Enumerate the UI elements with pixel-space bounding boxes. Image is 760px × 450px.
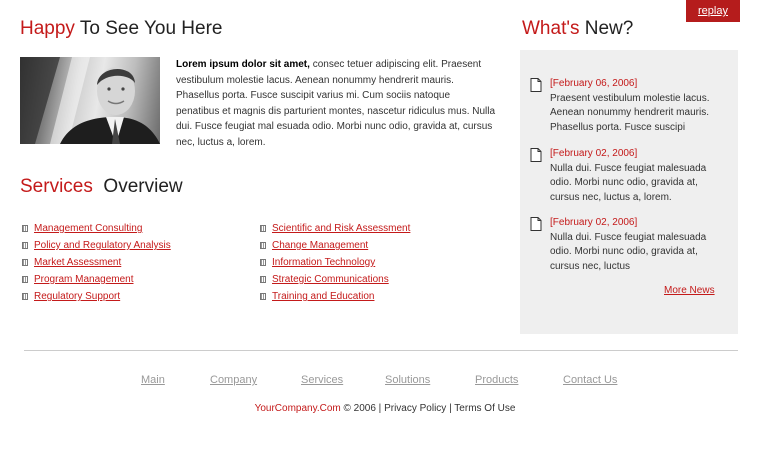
welcome-heading-accent: Happy [20,18,75,39]
service-link-strategic-communications[interactable]: Strategic Communications [272,274,389,285]
footer-link-contact-us[interactable]: Contact Us [563,374,618,386]
services-list-left [22,220,171,305]
news-body [550,77,730,135]
welcome-heading [20,18,222,40]
news-body [550,216,730,274]
copyright-line [0,403,760,414]
service-item [22,271,171,288]
service-item [22,237,171,254]
bullet-icon [260,259,266,266]
bullet-icon [260,276,266,283]
news-item [530,77,730,135]
service-item [22,254,171,271]
service-link-market-assessment[interactable]: Market Assessment [34,257,122,268]
service-item [260,288,410,305]
services-heading-accent: Services [20,176,93,197]
service-item [260,237,410,254]
welcome-heading-rest: To See You Here [74,18,223,39]
service-link-regulatory-support[interactable]: Regulatory Support [34,291,121,302]
service-item [260,271,410,288]
bullet-icon [22,293,28,300]
news-summary: Praesent vestibulum molestie lacus. Aenean nonummy hendrerit mauris. Phasellus porta. Fusce suscipi [550,92,710,133]
footer-link-main[interactable]: Main [141,374,165,386]
brand-link[interactable]: YourCompany.Com [254,403,341,414]
service-link-policy-regulatory-analysis[interactable]: Policy and Regulatory Analysis [34,240,171,251]
footer-link-company[interactable]: Company [210,374,258,386]
service-link-scientific-risk-assessment[interactable]: Scientific and Risk Assessment [272,223,411,234]
service-item [260,254,410,271]
terms-of-use-link[interactable]: Terms Of Use [454,403,516,414]
bullet-icon [260,242,266,249]
service-item [22,220,171,237]
news-date: [February 02, 2006] [550,217,638,228]
more-news-link[interactable]: More News [664,285,715,296]
services-heading [20,176,183,198]
whats-new-heading [522,18,633,40]
document-icon [530,148,542,162]
bullet-icon [22,242,28,249]
bullet-icon [22,259,28,266]
services-heading-rest: Overview [103,176,183,197]
privacy-policy-link[interactable]: Privacy Policy [384,403,447,414]
document-icon [530,78,542,92]
service-item [260,220,410,237]
service-link-training-education[interactable]: Training and Education [272,291,375,302]
whats-new-heading-rest: New? [579,18,634,39]
service-item [22,288,171,305]
news-panel [520,50,738,334]
news-body [550,147,730,205]
businessman-photo [20,57,160,144]
service-link-change-management[interactable]: Change Management [272,240,369,251]
service-link-program-management[interactable]: Program Management [34,274,134,285]
news-date: [February 06, 2006] [550,78,638,89]
news-item [530,147,730,205]
whats-new-heading-accent: What's [522,18,580,39]
footer-divider [24,350,738,351]
news-summary: Nulla dui. Fusce feugiat malesuada odio. Morbi nunc odio, gravida at, cursus nec, luctus a, lorem. [550,162,707,203]
service-link-management-consulting[interactable]: Management Consulting [34,223,143,234]
copyright-text: © 2006 | [340,403,385,414]
bullet-icon [22,276,28,283]
footer-separator: | [446,403,455,414]
intro-text: consec tetuer adipiscing elit. Praesent vestibulum molestie lacus. Aenean nonummy hendrerit mauris. Phasellus porta. Fusce suscipit varius mi. Cum sociis natoque penatibus et magnis dis parturient montes, nascetur ridiculus mus. Nulla dui. Fusce feugiat mal esuada odio. Morbi nunc odio, gravida at, cursus nec, luctus a, lorem. [176,59,496,148]
news-date: [February 02, 2006] [550,148,638,159]
service-link-information-technology[interactable]: Information Technology [272,257,376,268]
bullet-icon [260,293,266,300]
intro-bold: Lorem ipsum dolor sit amet, [176,59,310,70]
news-summary: Nulla dui. Fusce feugiat malesuada odio. Morbi nunc odio, gravida at, cursus nec, luctus [550,231,707,272]
news-item [530,216,730,274]
bullet-icon [260,225,266,232]
document-icon [530,217,542,231]
services-list-right [260,220,410,305]
footer-link-solutions[interactable]: Solutions [385,374,431,386]
footer-link-products[interactable]: Products [475,374,519,386]
businessman-illustration [20,57,160,144]
footer-link-services[interactable]: Services [301,374,344,386]
bullet-icon [22,225,28,232]
intro-paragraph [176,57,496,150]
footer-nav [0,374,760,388]
replay-button[interactable]: replay [686,0,740,22]
